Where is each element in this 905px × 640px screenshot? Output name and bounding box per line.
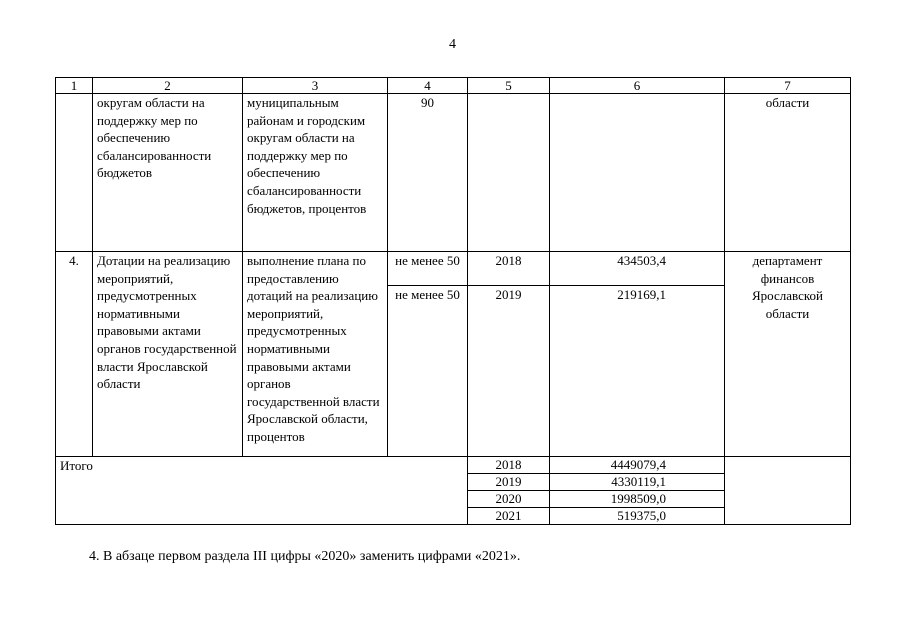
- cell-amount: 434503,4: [550, 252, 725, 286]
- page-number: 4: [449, 37, 456, 52]
- column-header: 2: [93, 78, 243, 94]
- column-header: 5: [468, 78, 550, 94]
- funding-table: [55, 77, 851, 525]
- cell-year: 2019: [468, 286, 550, 457]
- cell-year: 2018: [468, 252, 550, 286]
- total-year: 2021: [468, 508, 550, 525]
- total-year: 2020: [468, 491, 550, 508]
- total-amount: 519375,0: [550, 508, 725, 525]
- cell-amount: [550, 94, 725, 252]
- cell-responsible: области: [725, 94, 851, 252]
- total-amount: 4330119,1: [550, 474, 725, 491]
- total-label: Итого: [56, 457, 468, 525]
- cell-purpose: Дотации на реализацию мероприятий, предусмотренных нормативными правовыми актами органов государственной власти Ярославской области: [93, 252, 243, 457]
- cell-responsible: департамент финансов Ярославской области: [725, 252, 851, 457]
- cell-purpose: округам области на поддержку мер по обеспечению сбалансированности бюджетов: [93, 94, 243, 252]
- total-responsible: [725, 457, 851, 525]
- cell-indicator-value: не менее 50: [388, 252, 468, 286]
- total-year: 2018: [468, 457, 550, 474]
- column-header: 1: [56, 78, 93, 94]
- cell-amount: 219169,1: [550, 286, 725, 457]
- total-row: [56, 457, 851, 474]
- total-amount: 1998509,0: [550, 491, 725, 508]
- column-header: 4: [388, 78, 468, 94]
- table-row-item-4: [56, 252, 851, 286]
- column-number-row: [56, 78, 851, 94]
- cell-number: [56, 94, 93, 252]
- total-year: 2019: [468, 474, 550, 491]
- table-row-continuation: [56, 94, 851, 252]
- cell-indicator: муниципальным районам и городским округам области на поддержку мер по обеспечению сбалансированности бюджетов, процентов: [243, 94, 388, 252]
- cell-indicator-value: не менее 50: [388, 286, 468, 457]
- total-amount: 4449079,4: [550, 457, 725, 474]
- cell-indicator: выполнение плана по предоставлению дотаций на реализацию мероприятий, предусмотренных нормативными правовыми актами органов государственной власти Ярославской области, процентов: [243, 252, 388, 457]
- column-header: 3: [243, 78, 388, 94]
- cell-year: [468, 94, 550, 252]
- amendment-paragraph: 4. В абзаце первом раздела III цифры «2020» заменить цифрами «2021».: [89, 549, 521, 564]
- column-header: 7: [725, 78, 851, 94]
- cell-number: 4.: [56, 252, 93, 457]
- column-header: 6: [550, 78, 725, 94]
- cell-indicator-value: 90: [388, 94, 468, 252]
